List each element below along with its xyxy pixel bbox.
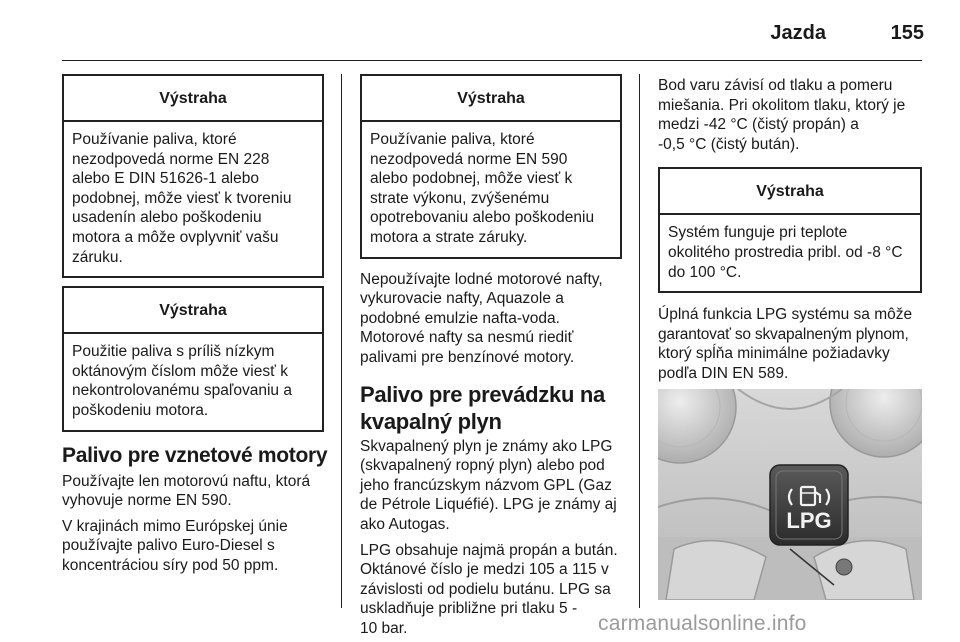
warning-box [360,74,622,259]
text-line: nezodpovedá norme EN 590 [370,150,568,168]
text-line: strate výkonu, zvýšenému [370,189,550,207]
text-line: jeho francúzskym názvom GPL (Gaz [360,476,612,494]
paragraph [360,541,622,639]
warning-title: Výstraha [362,76,620,122]
text-line: Oktánové číslo je medzi 105 a 115 v [360,561,609,579]
text-line: Bod varu závisí od tlaku a pomeru [658,77,893,94]
text-line: de Pétrole Liquéfié). LPG je známy aj [360,496,617,514]
warning-box [658,167,922,293]
text-line: Motorové nafty sa nesmú riediť [360,329,574,347]
paragraph [360,270,622,368]
text-line: uskladňuje približne pri tlaku 5 - [360,600,578,618]
text-line: podobnej, môže viesť k tvoreniu [72,189,292,207]
text-line: garantovať so skvapalneným plynom, [658,325,909,343]
text-line: ako Autogas. [360,515,450,533]
text-line: motora a strate záruky. [370,228,528,246]
text-line: 10 bar. [360,619,408,637]
text-line: používajte palivo Euro-Diesel s [62,537,275,555]
text-line: nekontrolovanému spaľovaniu a [72,382,292,400]
text-line: Nepoužívajte lodné motorové nafty, [360,270,603,288]
column-separator [341,74,342,608]
text-line: motora a môže ovplyvniť vašu [72,228,279,246]
section-heading [360,381,622,435]
text-line: Používanie paliva, ktoré [370,131,535,148]
text-line: okolitého prostredia pribl. od -8 °C [668,243,903,261]
column-1 [62,74,328,576]
text-line: nezodpovedá norme EN 228 [72,150,270,168]
warning-title: Výstraha [660,169,920,215]
text-line: palivami pre benzínové motory. [360,348,575,366]
page-header [524,22,924,46]
fuel-selector-photo [658,389,922,600]
text-line: záruku. [72,248,123,266]
paragraph [658,305,922,383]
text-line: podľa DIN EN 589. [658,364,789,382]
section-title: Jazda [770,22,826,44]
text-line: podobné emulzie nafta-voda. [360,309,560,327]
warning-text [660,215,920,291]
column-3 [658,74,922,420]
paragraph [62,472,324,511]
text-line: opotrebovaniu alebo poškodeniu [370,209,595,227]
text-line: Používajte len motorovú naftu, ktorá [62,472,311,490]
text-line: medzi -42 °C (čistý propán) a [658,116,859,134]
paragraph [62,517,324,576]
text-line: vyhovuje norme EN 590. [62,492,232,510]
fuel-selector-illustration [658,389,922,600]
warning-text [362,122,620,257]
warning-box [62,286,324,431]
lpg-label: LPG [786,508,832,533]
warning-text [64,334,322,429]
warning-text [64,122,322,276]
column-2 [360,74,622,638]
text-line: Systém funguje pri teplote [668,224,848,242]
text-line: Skvapalnený plyn je známy ako LPG [360,437,613,455]
text-line: LPG obsahuje najmä propán a bután. [360,541,618,559]
text-line: koncentráciou síry pod 50 ppm. [62,556,279,574]
text-line: miešania. Pri okolitom tlaku, ktorý je [658,96,906,114]
text-line: vykurovacie nafty, Aquazole a [360,290,564,308]
text-line: Použitie paliva s príliš nízkym [72,343,275,361]
text-line: poškodeniu motora. [72,401,209,419]
text-line: závislosti od podielu butánu. LPG sa [360,580,611,598]
text-line: alebo podobnej, môže viesť k [370,170,573,188]
page-number: 155 [890,22,924,44]
text-line: oktánovým číslom môže viesť k [72,362,288,380]
text-line: -0,5 °C (čistý bután). [658,135,800,153]
column-separator [639,74,640,608]
warning-box [62,74,324,278]
text-line: V krajinách mimo Európskej únie [62,517,288,535]
text-line: usadenín alebo poškodeniu [72,209,262,227]
text-line: do 100 °C. [668,263,742,281]
warning-title: Výstraha [64,76,322,122]
text-line: alebo E DIN 51626-1 alebo [72,170,259,188]
heading-line: Palivo pre prevádzku na [360,381,605,407]
text-line: ktorý spĺňa minimálne požiadavky [658,345,890,363]
paragraph [658,76,922,154]
paragraph [360,437,622,535]
heading-line: kvapalný plyn [360,408,502,434]
header-rule [62,60,922,61]
text-line: Používanie paliva, ktoré [72,131,237,148]
text-line: Úplná funkcia LPG systému sa môže [658,306,913,324]
section-heading: Palivo pre vznetové motory [62,443,328,467]
text-line: (skvapalnený ropný plyn) alebo pod [360,457,605,475]
watermark: carmanualsonline.info [598,612,807,635]
warning-title: Výstraha [64,288,322,334]
